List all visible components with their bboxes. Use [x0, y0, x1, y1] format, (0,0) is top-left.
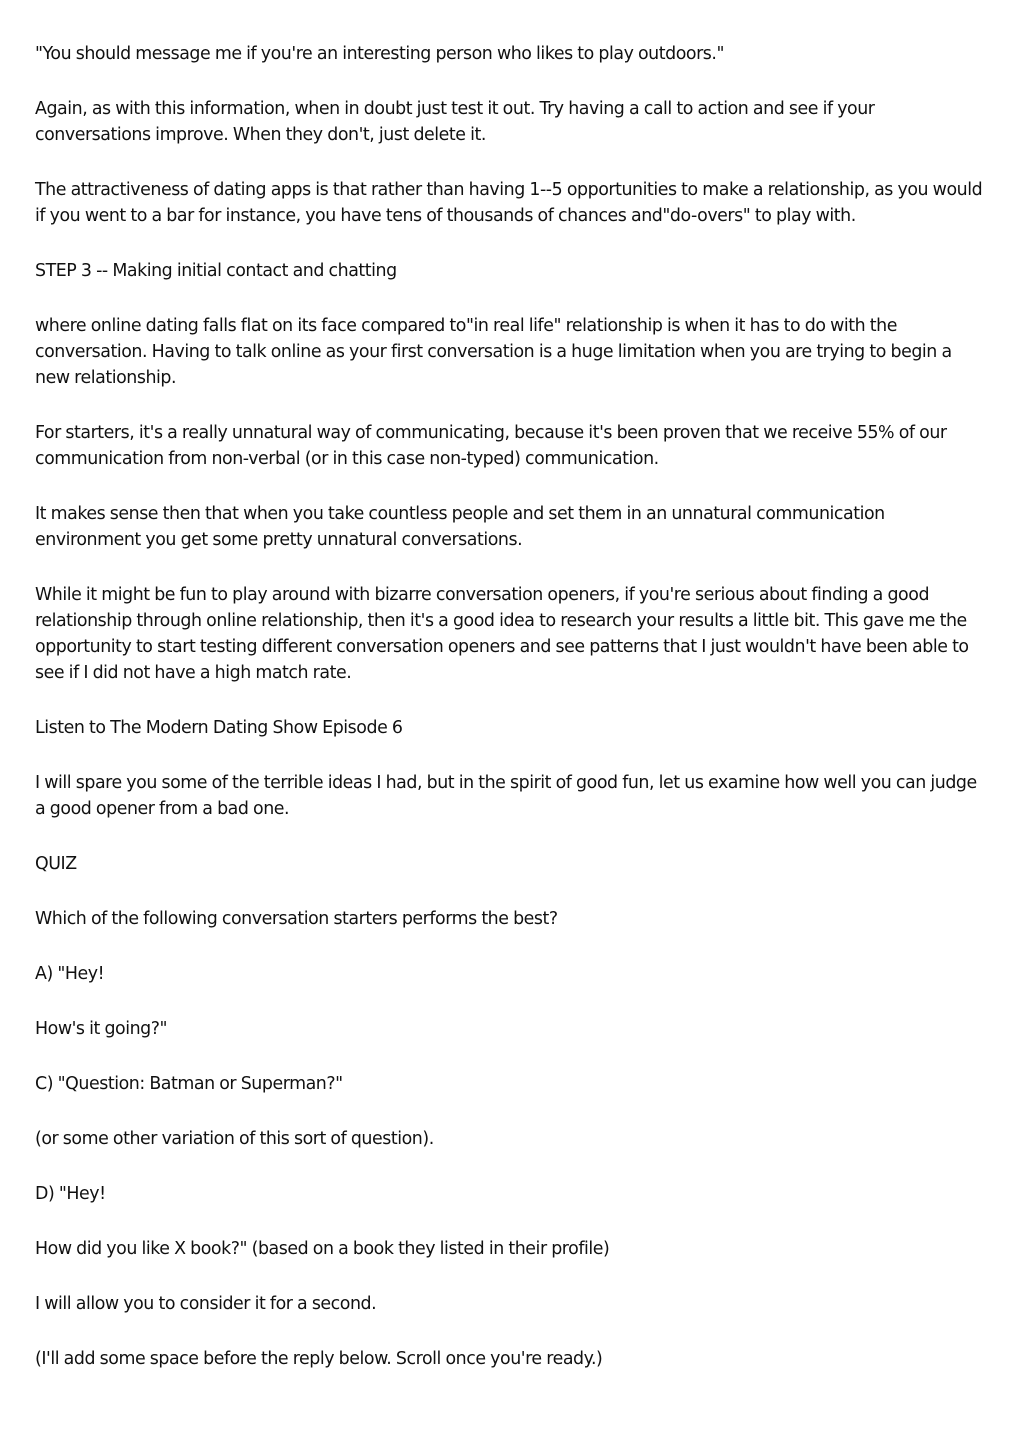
paragraph-consider: I will allow you to consider it for a second. — [35, 1294, 377, 1314]
paragraph-podcast-episode: Listen to The Modern Dating Show Episode 6 — [35, 718, 403, 738]
paragraph-test-it-out: Again, as with this information, when in doubt just test it out. Try having a call to action and see if your conversations improve. When they don't, just delete it. — [35, 99, 875, 145]
paragraph-conversation-openers: While it might be fun to play around with bizarre conversation openers, if you're serious about finding a good relationship through online relationship, then it's a good idea to research your results a little bit. This gave me the opportunity to start testing different conversation openers and see patterns that I just wouldn't have been able to see if I did not have a high match rate. — [35, 585, 969, 683]
quiz-option-c: C) "Question: Batman or Superman?" — [35, 1074, 343, 1094]
paragraph-unnatural-communication: For starters, it's a really unnatural way of communicating, because it's been proven that we receive 55% of our communication from non-verbal (or in this case non-typed) communication. — [35, 423, 947, 469]
paragraph-dating-apps-attractiveness: The attractiveness of dating apps is that rather than having 1--5 opportunities to make a relationship, as you would if you went to a bar for instance, you have tens of thousands of chances and"do-overs" to play with. — [35, 180, 983, 226]
quiz-heading: QUIZ — [35, 854, 77, 874]
quiz-option-d: D) "Hey! — [35, 1184, 106, 1204]
quiz-question: Which of the following conversation starters performs the best? — [35, 909, 558, 929]
step-3-heading: STEP 3 -- Making initial contact and chatting — [35, 261, 397, 281]
quiz-option-c-note: (or some other variation of this sort of question). — [35, 1129, 434, 1149]
paragraph-call-to-action-quote: "You should message me if you're an interesting person who likes to play outdoors." — [35, 44, 725, 64]
quiz-option-a-continued: How's it going?" — [35, 1019, 168, 1039]
paragraph-scroll-note: (I'll add some space before the reply below. Scroll once you're ready.) — [35, 1349, 603, 1369]
paragraph-judge-opener: I will spare you some of the terrible ideas I had, but in the spirit of good fun, let us examine how well you can judge a good opener from a bad one. — [35, 773, 977, 819]
document-body — [35, 41, 990, 1401]
paragraph-unnatural-conversations: It makes sense then that when you take countless people and set them in an unnatural communication environment you get some pretty unnatural conversations. — [35, 504, 885, 550]
quiz-option-d-continued: How did you like X book?" (based on a book they listed in their profile) — [35, 1239, 610, 1259]
quiz-option-a: A) "Hey! — [35, 964, 105, 984]
paragraph-online-dating-conversation: where online dating falls flat on its face compared to"in real life" relationship is when it has to do with the conversation. Having to talk online as your first conversation is a huge limitation when you are trying to begin a new relationship. — [35, 316, 952, 388]
